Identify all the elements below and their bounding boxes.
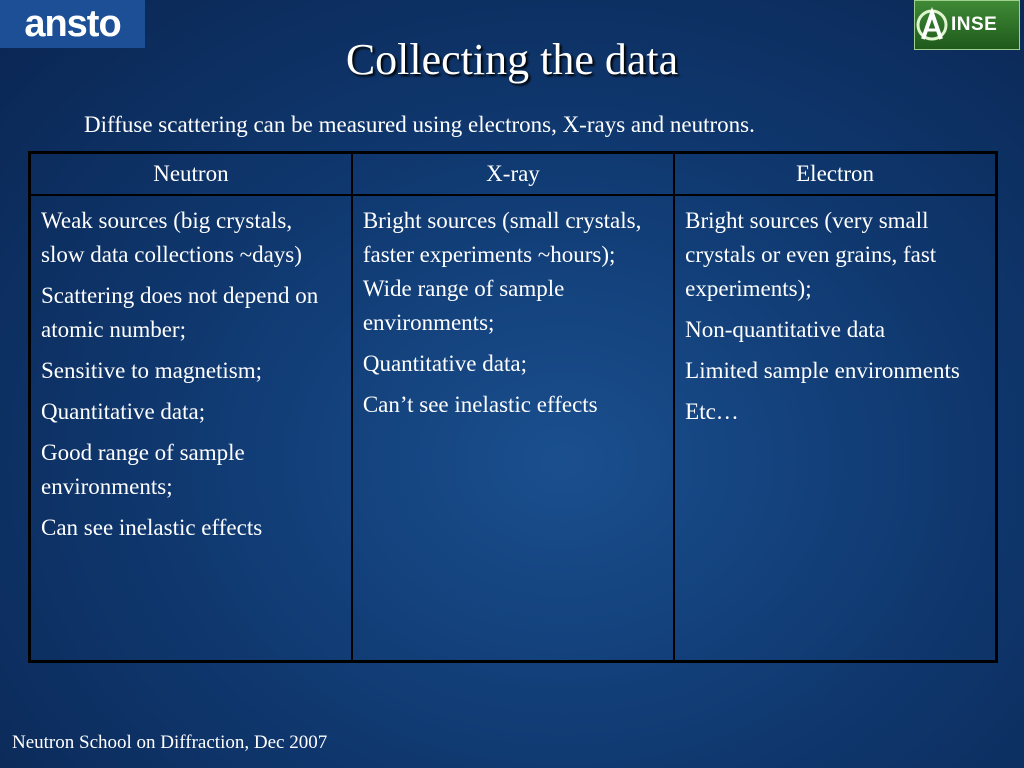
list-item: Quantitative data; [41,399,206,424]
comparison-table [28,151,998,663]
header-xray: X-ray [352,153,674,196]
ansto-logo-text: ansto [24,2,121,45]
list-item: Bright sources (small crystals, faster experiments ~hours); Wide range of sample environments; [362,208,642,335]
list-item: Sensitive to magnetism; [41,358,263,383]
slide-subtitle: Diffuse scattering can be measured using electrons, X-rays and neutrons. [84,112,755,137]
list-item: Can see inelastic effects [41,515,263,540]
header-neutron: Neutron [30,153,352,196]
list-item: Good range of sample environments; [41,440,245,499]
list-item: Quantitative data; [362,351,527,376]
xray-cell [352,195,674,662]
list-item: Bright sources (very small crystals or even grains, fast experiments); [685,208,937,301]
electron-cell [674,195,996,662]
list-item: Can’t see inelastic effects [362,392,598,417]
slide-title: Collecting the data [345,35,679,84]
list-item: Non-quantitative data [685,317,886,342]
table-header-row [30,153,997,196]
ainse-logo-text: INSE [951,14,998,35]
neutron-cell [30,195,352,662]
table-row [30,195,997,662]
list-item: Weak sources (big crystals, slow data collections ~days) [41,208,302,267]
header-electron: Electron [674,153,996,196]
list-item: Etc… [685,399,739,424]
list-item: Scattering does not depend on atomic number; [41,283,319,342]
list-item: Limited sample environments [685,358,960,383]
slide-footer: Neutron School on Diffraction, Dec 2007 [12,732,328,753]
